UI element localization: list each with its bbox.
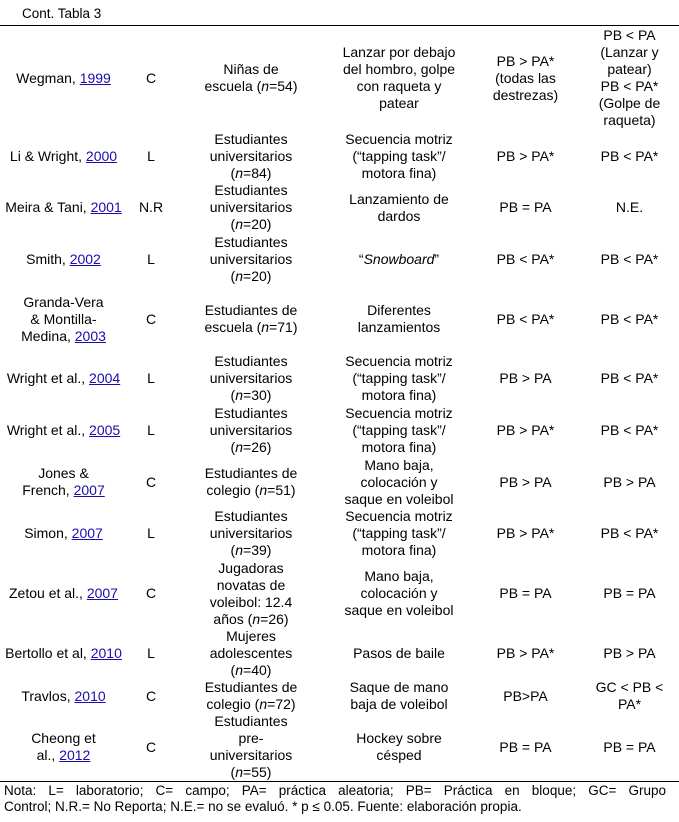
task-text: motora fina) <box>361 438 437 455</box>
task-text: baja de voleibol <box>350 696 448 712</box>
task-text: (“tapping task”/ <box>352 147 446 164</box>
retention-cell <box>580 508 679 559</box>
sample-text: adolescentes <box>209 645 293 661</box>
acquisition-cell <box>471 628 580 679</box>
task-text: (“tapping task”/ <box>352 421 446 438</box>
task-text: Secuencia motriz <box>345 353 453 369</box>
sample-text: ( <box>230 216 236 232</box>
sample-text: n <box>235 164 244 181</box>
acquisition-text: destrezas) <box>492 86 559 103</box>
retention-text: PB < PA* <box>600 250 659 267</box>
acquisition-text: (todas las <box>495 69 556 86</box>
sample-text: universitarios <box>209 199 293 215</box>
sample-cell <box>175 628 327 679</box>
author-name: Simon, <box>24 525 68 541</box>
sample-text: Estudiantes de <box>204 465 298 481</box>
retention-cell <box>580 679 679 713</box>
year-link[interactable]: 2004 <box>89 370 121 386</box>
task-cell <box>327 508 471 559</box>
sample-text: ( <box>230 764 236 780</box>
retention-text: patear) <box>607 61 652 77</box>
task-text: Lanzar por debajo <box>342 44 456 60</box>
sample-cell <box>175 404 327 456</box>
task-cell <box>327 628 471 679</box>
sample-text: =51) <box>267 482 296 498</box>
acquisition-text: PB < PA* <box>496 310 555 327</box>
sample-text: universitarios <box>209 421 293 438</box>
acquisition-text: PB > PA* <box>496 52 555 69</box>
sample-text: =26) <box>260 610 289 627</box>
sample-text: colegio ( <box>206 696 260 712</box>
setting-cell: L <box>147 421 155 438</box>
sample-text: =71) <box>269 319 298 335</box>
sample-text: n <box>235 542 244 558</box>
retention-cell <box>580 456 679 508</box>
task-text: colocación y <box>360 473 438 490</box>
retention-text: PB > PA <box>603 473 656 490</box>
task-text: motora fina) <box>361 164 437 181</box>
setting-cell: N.R <box>138 199 164 215</box>
sample-text: Estudiantes de <box>204 302 298 318</box>
sample-text: Estudiantes <box>214 353 288 369</box>
sample-cell <box>175 130 327 182</box>
author-name: Medina, <box>21 327 71 344</box>
task-cell <box>327 26 471 130</box>
sample-text: ( <box>230 387 236 403</box>
year-link[interactable]: 2000 <box>85 147 118 164</box>
acquisition-text: PB = PA <box>499 738 552 755</box>
studies-table <box>0 25 679 782</box>
acquisition-cell <box>471 130 580 182</box>
acquisition-cell <box>471 353 580 404</box>
sample-text: =39) <box>243 542 272 558</box>
retention-cell <box>580 130 679 182</box>
task-cell <box>327 713 471 782</box>
sample-cell <box>175 713 327 782</box>
task-text: Pasos de baile <box>353 645 445 661</box>
sample-text: n <box>259 482 268 498</box>
author-name: & Montilla- <box>30 310 97 327</box>
task-text: lanzamientos <box>357 319 441 335</box>
sample-text: ( <box>230 267 236 284</box>
year-link[interactable]: 2003 <box>74 327 106 344</box>
year-link[interactable]: 2007 <box>71 525 103 541</box>
table-row <box>0 508 679 559</box>
task-text: (“tapping task”/ <box>352 370 446 386</box>
sample-text: ( <box>230 662 236 678</box>
author-cell <box>0 559 127 628</box>
table-row <box>0 628 679 679</box>
acquisition-cell <box>471 679 580 713</box>
year-link[interactable]: 1999 <box>79 69 111 86</box>
year-link[interactable]: 2001 <box>90 199 122 215</box>
sample-text: n <box>235 764 244 780</box>
sample-text: novatas de <box>216 576 286 593</box>
task-cell: “Snowboard” <box>358 250 440 267</box>
acquisition-text: PB < PA* <box>496 250 555 267</box>
sample-text: ( <box>230 542 236 558</box>
task-text: Secuencia motriz <box>345 508 453 524</box>
table-row <box>0 285 679 353</box>
sample-cell <box>175 233 327 285</box>
author-name: Li & Wright, <box>9 147 83 164</box>
setting-cell: L <box>147 525 155 541</box>
setting-cell: C <box>145 473 157 490</box>
sample-text: =20) <box>243 267 272 284</box>
sample-text: colegio ( <box>206 482 260 498</box>
sample-text: universitarios <box>209 147 293 164</box>
sample-cell <box>175 285 327 353</box>
year-link[interactable]: 2010 <box>90 645 122 661</box>
setting-cell: L <box>147 645 155 661</box>
sample-text: Mujeres <box>226 628 276 644</box>
task-text: Mano baja, <box>364 456 434 473</box>
author-cell <box>0 26 127 130</box>
year-link[interactable]: 2005 <box>89 421 121 438</box>
table-row <box>0 713 679 782</box>
retention-cell <box>580 233 679 285</box>
author-cell <box>0 679 127 713</box>
retention-text: PB < PA* <box>600 525 659 541</box>
task-text: césped <box>376 747 422 763</box>
acquisition-cell <box>471 26 580 130</box>
author-cell <box>0 285 127 353</box>
task-text: Secuencia motriz <box>345 404 453 421</box>
retention-text: PB < PA* <box>600 310 659 327</box>
retention-cell <box>580 26 679 130</box>
sample-text: n <box>235 387 244 403</box>
year-link[interactable]: 2012 <box>59 747 91 763</box>
sample-text: Estudiantes <box>214 404 288 421</box>
author-name: Zetou et al., <box>9 585 83 601</box>
author-name: Wright et al., <box>6 370 86 386</box>
table-row <box>0 456 679 508</box>
author-name: Wegman, <box>16 69 76 86</box>
table-row <box>0 353 679 404</box>
acquisition-text: PB > PA <box>499 473 552 490</box>
sample-text: =20) <box>243 216 272 232</box>
author-name: Jones & <box>38 465 89 481</box>
sample-cell <box>175 559 327 628</box>
sample-cell <box>175 182 327 233</box>
sample-text: ( <box>230 438 236 455</box>
author-cell <box>0 353 127 404</box>
year-link[interactable]: 2007 <box>86 585 118 601</box>
sample-text: Estudiantes <box>214 233 288 250</box>
sample-text: =30) <box>243 387 272 403</box>
table-row <box>0 679 679 713</box>
author-cell <box>0 628 127 679</box>
sample-text: Niñas de <box>223 61 279 77</box>
sample-text: =26) <box>243 438 272 455</box>
author-cell <box>0 130 127 182</box>
task-text: saque en voleibol <box>344 602 454 618</box>
note-line-1: Nota: L= laboratorio; C= campo; PA= práctica aleatoria; PB= Práctica en bloque; GC= Grupo <box>4 783 666 798</box>
sample-text: n <box>259 696 268 712</box>
task-text: motora fina) <box>361 387 437 403</box>
author-name: Travlos, <box>21 687 71 704</box>
retention-text: PB < PA* <box>600 147 659 164</box>
sample-text: n <box>261 319 270 335</box>
sample-text: ( <box>230 164 236 181</box>
retention-text: PB = PA <box>603 738 656 755</box>
sample-text: n <box>235 216 244 232</box>
task-cell <box>327 404 471 456</box>
sample-text: Jugadoras <box>218 559 284 576</box>
author-name: Cheong et <box>31 730 96 746</box>
sample-text: Estudiantes <box>214 508 288 524</box>
sample-text: Estudiantes <box>214 130 288 147</box>
acquisition-text: PB>PA <box>503 687 548 704</box>
author-name: Meira & Tani, <box>5 199 87 215</box>
table-row <box>0 130 679 182</box>
acquisition-cell <box>471 404 580 456</box>
year-link[interactable]: 2010 <box>74 687 106 704</box>
author-name: Smith, <box>26 250 66 267</box>
retention-text: PB < PA* <box>600 370 659 386</box>
sample-cell <box>175 26 327 130</box>
sample-text: n <box>235 662 244 678</box>
retention-text: N.E. <box>615 199 644 215</box>
sample-text: escuela ( <box>204 78 262 94</box>
acquisition-text: PB = PA <box>499 199 552 215</box>
author-cell <box>0 713 127 782</box>
sample-text: Estudiantes <box>214 713 288 729</box>
retention-text: PB > PA <box>603 645 656 661</box>
setting-cell: C <box>145 585 157 601</box>
retention-text: PB < PA <box>603 27 656 43</box>
task-text: con raqueta y <box>356 78 442 94</box>
task-text: dardos <box>377 207 421 224</box>
table-caption: Cont. Tabla 3 <box>22 6 102 21</box>
table-body <box>0 26 679 782</box>
author-cell <box>0 508 127 559</box>
retention-text: GC < PB < <box>595 679 664 695</box>
author-cell <box>0 182 127 233</box>
acquisition-cell <box>471 559 580 628</box>
author-name: Wright et al., <box>6 421 86 438</box>
task-cell <box>327 456 471 508</box>
sample-text: universitarios <box>209 250 293 267</box>
retention-cell <box>580 285 679 353</box>
acquisition-text: PB > PA* <box>496 525 555 541</box>
setting-cell: L <box>147 250 155 267</box>
author-name: al., <box>36 747 56 763</box>
acquisition-text: PB > PA <box>499 370 552 386</box>
sample-cell <box>175 456 327 508</box>
retention-text: PA* <box>617 696 642 712</box>
table-row <box>0 26 679 130</box>
author-name: French, <box>22 482 70 498</box>
acquisition-cell <box>471 713 580 782</box>
author-name: Granda-Vera <box>23 293 104 310</box>
task-cell <box>327 182 471 233</box>
sample-text: n <box>252 610 261 627</box>
table-row <box>0 182 679 233</box>
task-cell <box>327 130 471 182</box>
task-text: patear <box>379 95 419 111</box>
sample-text: n <box>235 438 244 455</box>
sample-text: n <box>261 78 270 94</box>
setting-cell: C <box>145 310 157 327</box>
acquisition-text: PB > PA* <box>496 421 555 438</box>
sample-text: Estudiantes <box>214 182 288 198</box>
retention-text: PB = PA <box>603 585 656 601</box>
task-text: Mano baja, <box>364 568 434 584</box>
task-text: Secuencia motriz <box>345 130 453 147</box>
task-text: Saque de mano <box>349 679 449 695</box>
acquisition-text: PB > PA* <box>496 147 555 164</box>
sample-text: pre- <box>238 730 264 746</box>
sample-text: n <box>235 267 244 284</box>
retention-cell <box>580 404 679 456</box>
sample-text: universitarios <box>209 525 293 541</box>
acquisition-cell <box>471 285 580 353</box>
task-cell <box>327 353 471 404</box>
year-link[interactable]: 2002 <box>69 250 101 267</box>
table-container <box>0 25 679 782</box>
task-text: (“tapping task”/ <box>352 525 446 541</box>
retention-text: PB < PA* <box>600 421 659 438</box>
author-cell <box>0 233 127 285</box>
sample-cell <box>175 508 327 559</box>
task-cell <box>327 679 471 713</box>
setting-cell: L <box>147 370 155 386</box>
acquisition-cell <box>471 233 580 285</box>
sample-text: universitarios <box>209 747 293 763</box>
task-text: Diferentes <box>367 302 431 318</box>
year-link[interactable]: 2007 <box>73 482 105 498</box>
table-row <box>0 233 679 285</box>
sample-text: escuela ( <box>204 319 262 335</box>
table-row <box>0 404 679 456</box>
table-note <box>4 783 666 815</box>
task-cell <box>327 285 471 353</box>
retention-text: (Golpe de <box>598 95 661 111</box>
sample-text: =54) <box>269 78 298 94</box>
sample-text: =40) <box>243 662 272 678</box>
sample-text: =72) <box>267 696 296 712</box>
task-text: Lanzamiento de <box>349 190 449 207</box>
table-row <box>0 559 679 628</box>
retention-cell <box>580 628 679 679</box>
task-text: saque en voleibol <box>344 490 454 507</box>
sample-text: voleibol: 12.4 <box>209 593 293 610</box>
task-cell <box>327 559 471 628</box>
task-text: del hombro, golpe <box>342 61 456 77</box>
sample-text: años ( <box>213 610 253 627</box>
sample-text: =55) <box>243 764 272 780</box>
retention-cell <box>580 559 679 628</box>
sample-text: =84) <box>243 164 272 181</box>
setting-cell: C <box>145 687 157 704</box>
acquisition-text: PB > PA* <box>496 645 555 661</box>
setting-cell: C <box>145 69 157 86</box>
note-line-2: Control; N.R.= No Reporta; N.E.= no se evaluó. * p ≤ 0.05. Fuente: elaboración propia. <box>4 799 522 814</box>
setting-cell: L <box>147 147 155 164</box>
sample-text: Estudiantes de <box>204 679 298 695</box>
retention-cell <box>580 713 679 782</box>
task-text: Hockey sobre <box>356 730 442 746</box>
task-text: Snowboard <box>363 250 435 267</box>
task-text: motora fina) <box>361 542 437 558</box>
sample-text: universitarios <box>209 370 293 386</box>
retention-text: PB < PA* <box>600 78 659 94</box>
author-cell <box>0 456 127 508</box>
retention-text: (Lanzar y <box>600 44 659 60</box>
sample-cell <box>175 353 327 404</box>
sample-cell <box>175 679 327 713</box>
author-cell <box>0 404 127 456</box>
setting-cell: C <box>127 713 175 782</box>
retention-cell <box>580 353 679 404</box>
acquisition-cell <box>471 508 580 559</box>
author-name: Bertollo et al, <box>5 645 87 661</box>
retention-text: raqueta) <box>603 112 656 128</box>
acquisition-cell <box>471 456 580 508</box>
retention-cell <box>580 182 679 233</box>
acquisition-cell <box>471 182 580 233</box>
acquisition-text: PB = PA <box>499 585 552 601</box>
task-text: colocación y <box>360 585 438 601</box>
